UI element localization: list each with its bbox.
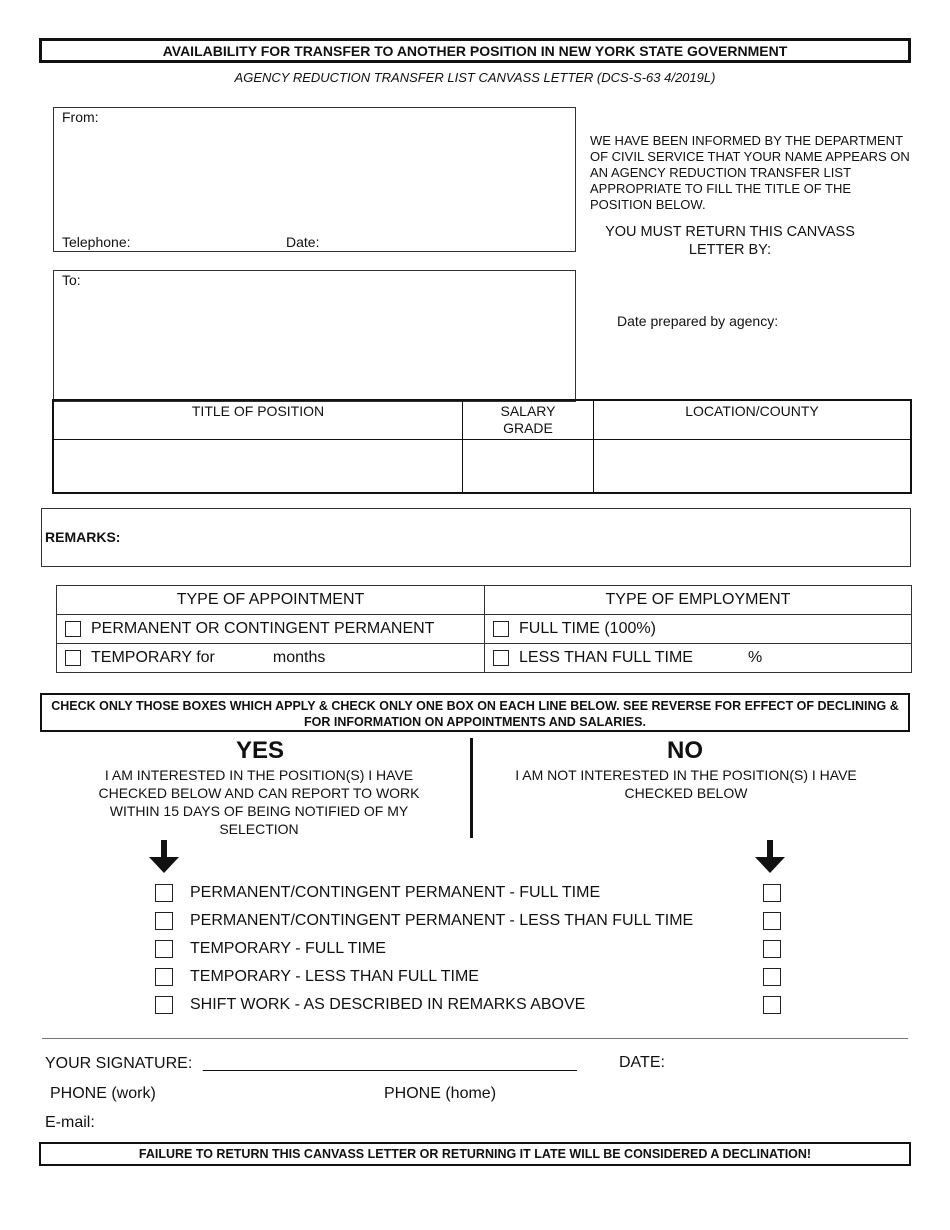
signature-date-label: DATE: — [619, 1054, 665, 1071]
no-arrow-down-icon — [753, 840, 787, 874]
temporary-label: TEMPORARY for — [91, 649, 215, 666]
yes-checkbox-2[interactable] — [155, 912, 173, 930]
position-table — [52, 399, 912, 494]
signature-line[interactable]: __________________________________________ — [203, 1055, 577, 1072]
less-than-full-time-checkbox[interactable] — [493, 650, 509, 666]
permanent-checkbox[interactable] — [65, 621, 81, 637]
section-divider — [42, 1038, 908, 1039]
option-row[interactable] — [155, 939, 795, 961]
email-label: E-mail: — [45, 1114, 95, 1131]
phone-work-label: PHONE (work) — [50, 1085, 156, 1102]
date-prepared-label: Date prepared by agency: — [617, 313, 779, 329]
type-of-appointment-header: TYPE OF APPOINTMENT — [57, 586, 485, 615]
option-label-4: TEMPORARY - LESS THAN FULL TIME — [190, 968, 479, 985]
salary-grade-cell[interactable] — [463, 440, 594, 494]
option-label-2: PERMANENT/CONTINGENT PERMANENT - LESS THAN FULL TIME — [190, 912, 694, 929]
remarks-label: REMARKS: — [45, 529, 121, 545]
no-description: I AM NOT INTERESTED IN THE POSITION(S) I HAVE CHECKED BELOW — [515, 767, 857, 801]
full-time-checkbox[interactable] — [493, 621, 509, 637]
telephone-label: Telephone: — [62, 234, 131, 250]
salary-grade-text: SALARY GRADE — [500, 403, 556, 436]
from-box[interactable] — [53, 107, 576, 252]
form-subtitle: AGENCY REDUCTION TRANSFER LIST CANVASS LETTER (DCS-S-63 4/2019L) — [234, 70, 716, 85]
yes-heading: YES — [235, 737, 285, 764]
yes-checkbox-4[interactable] — [155, 968, 173, 986]
no-heading: NO — [667, 737, 703, 764]
less-than-full-time-option[interactable] — [485, 644, 912, 673]
full-time-label: FULL TIME (100%) — [519, 620, 656, 637]
permanent-option[interactable] — [57, 615, 485, 644]
declination-warning: FAILURE TO RETURN THIS CANVASS LETTER OR RETURNING IT LATE WILL BE CONSIDERED A DECLINATION! — [39, 1142, 911, 1166]
transfer-list-notice: WE HAVE BEEN INFORMED BY THE DEPARTMENT OF CIVIL SERVICE THAT YOUR NAME APPEARS ON AN AGENCY REDUCTION TRANSFER LIST APPROPRIATE TO FILL THE TITLE OF THE POSITION BELOW. — [590, 133, 910, 212]
title-of-position-header: TITLE OF POSITION — [53, 400, 463, 440]
option-label-1: PERMANENT/CONTINGENT PERMANENT - FULL TIME — [190, 884, 601, 901]
no-checkbox-3[interactable] — [763, 940, 781, 958]
option-row[interactable] — [155, 995, 795, 1017]
yes-no-divider — [470, 738, 473, 838]
yes-checkbox-5[interactable] — [155, 996, 173, 1014]
phone-home-label: PHONE (home) — [384, 1085, 497, 1102]
yes-arrow-down-icon — [147, 840, 181, 874]
title-of-position-cell[interactable] — [53, 440, 463, 494]
option-row[interactable] — [155, 967, 795, 989]
option-row[interactable] — [155, 883, 795, 905]
months-label: months — [272, 649, 326, 666]
check-instructions: CHECK ONLY THOSE BOXES WHICH APPLY & CHECK ONLY ONE BOX ON EACH LINE BELOW. SEE REVERSE FOR EFFECT OF DECLINING & FOR INFORMATION ON APPOINTMENTS AND SALARIES. — [40, 693, 910, 732]
yes-checkbox-1[interactable] — [155, 884, 173, 902]
from-label: From: — [62, 109, 99, 125]
no-checkbox-5[interactable] — [763, 996, 781, 1014]
yes-description: I AM INTERESTED IN THE POSITION(S) I HAVE CHECKED BELOW AND CAN REPORT TO WORK WITHIN 15 DAYS OF BEING NOTIFIED OF MY SELECTION — [98, 767, 420, 837]
temporary-checkbox[interactable] — [65, 650, 81, 666]
to-label: To: — [62, 272, 81, 288]
salary-grade-header — [463, 400, 594, 440]
to-box[interactable] — [53, 270, 576, 402]
percent-label: % — [747, 649, 763, 666]
no-checkbox-4[interactable] — [763, 968, 781, 986]
return-by-notice: YOU MUST RETURN THIS CANVASS LETTER BY: — [605, 224, 855, 258]
date-label: Date: — [286, 234, 320, 250]
option-label-5: SHIFT WORK - AS DESCRIBED IN REMARKS ABOVE — [190, 996, 586, 1013]
less-than-full-time-label: LESS THAN FULL TIME — [519, 649, 693, 666]
no-checkbox-1[interactable] — [763, 884, 781, 902]
no-checkbox-2[interactable] — [763, 912, 781, 930]
location-county-header: LOCATION/COUNTY — [594, 400, 912, 440]
type-of-employment-header: TYPE OF EMPLOYMENT — [485, 586, 912, 615]
option-label-3: TEMPORARY - FULL TIME — [190, 940, 386, 957]
location-county-cell[interactable] — [594, 440, 912, 494]
form-title: AVAILABILITY FOR TRANSFER TO ANOTHER POSITION IN NEW YORK STATE GOVERNMENT — [39, 38, 911, 63]
temporary-option[interactable] — [57, 644, 485, 673]
remarks-box[interactable] — [41, 508, 911, 567]
yes-checkbox-3[interactable] — [155, 940, 173, 958]
signature-label: YOUR SIGNATURE: — [45, 1055, 193, 1072]
option-row[interactable] — [155, 911, 795, 933]
full-time-option[interactable] — [485, 615, 912, 644]
appointment-table — [56, 585, 912, 673]
permanent-label: PERMANENT OR CONTINGENT PERMANENT — [91, 620, 435, 637]
